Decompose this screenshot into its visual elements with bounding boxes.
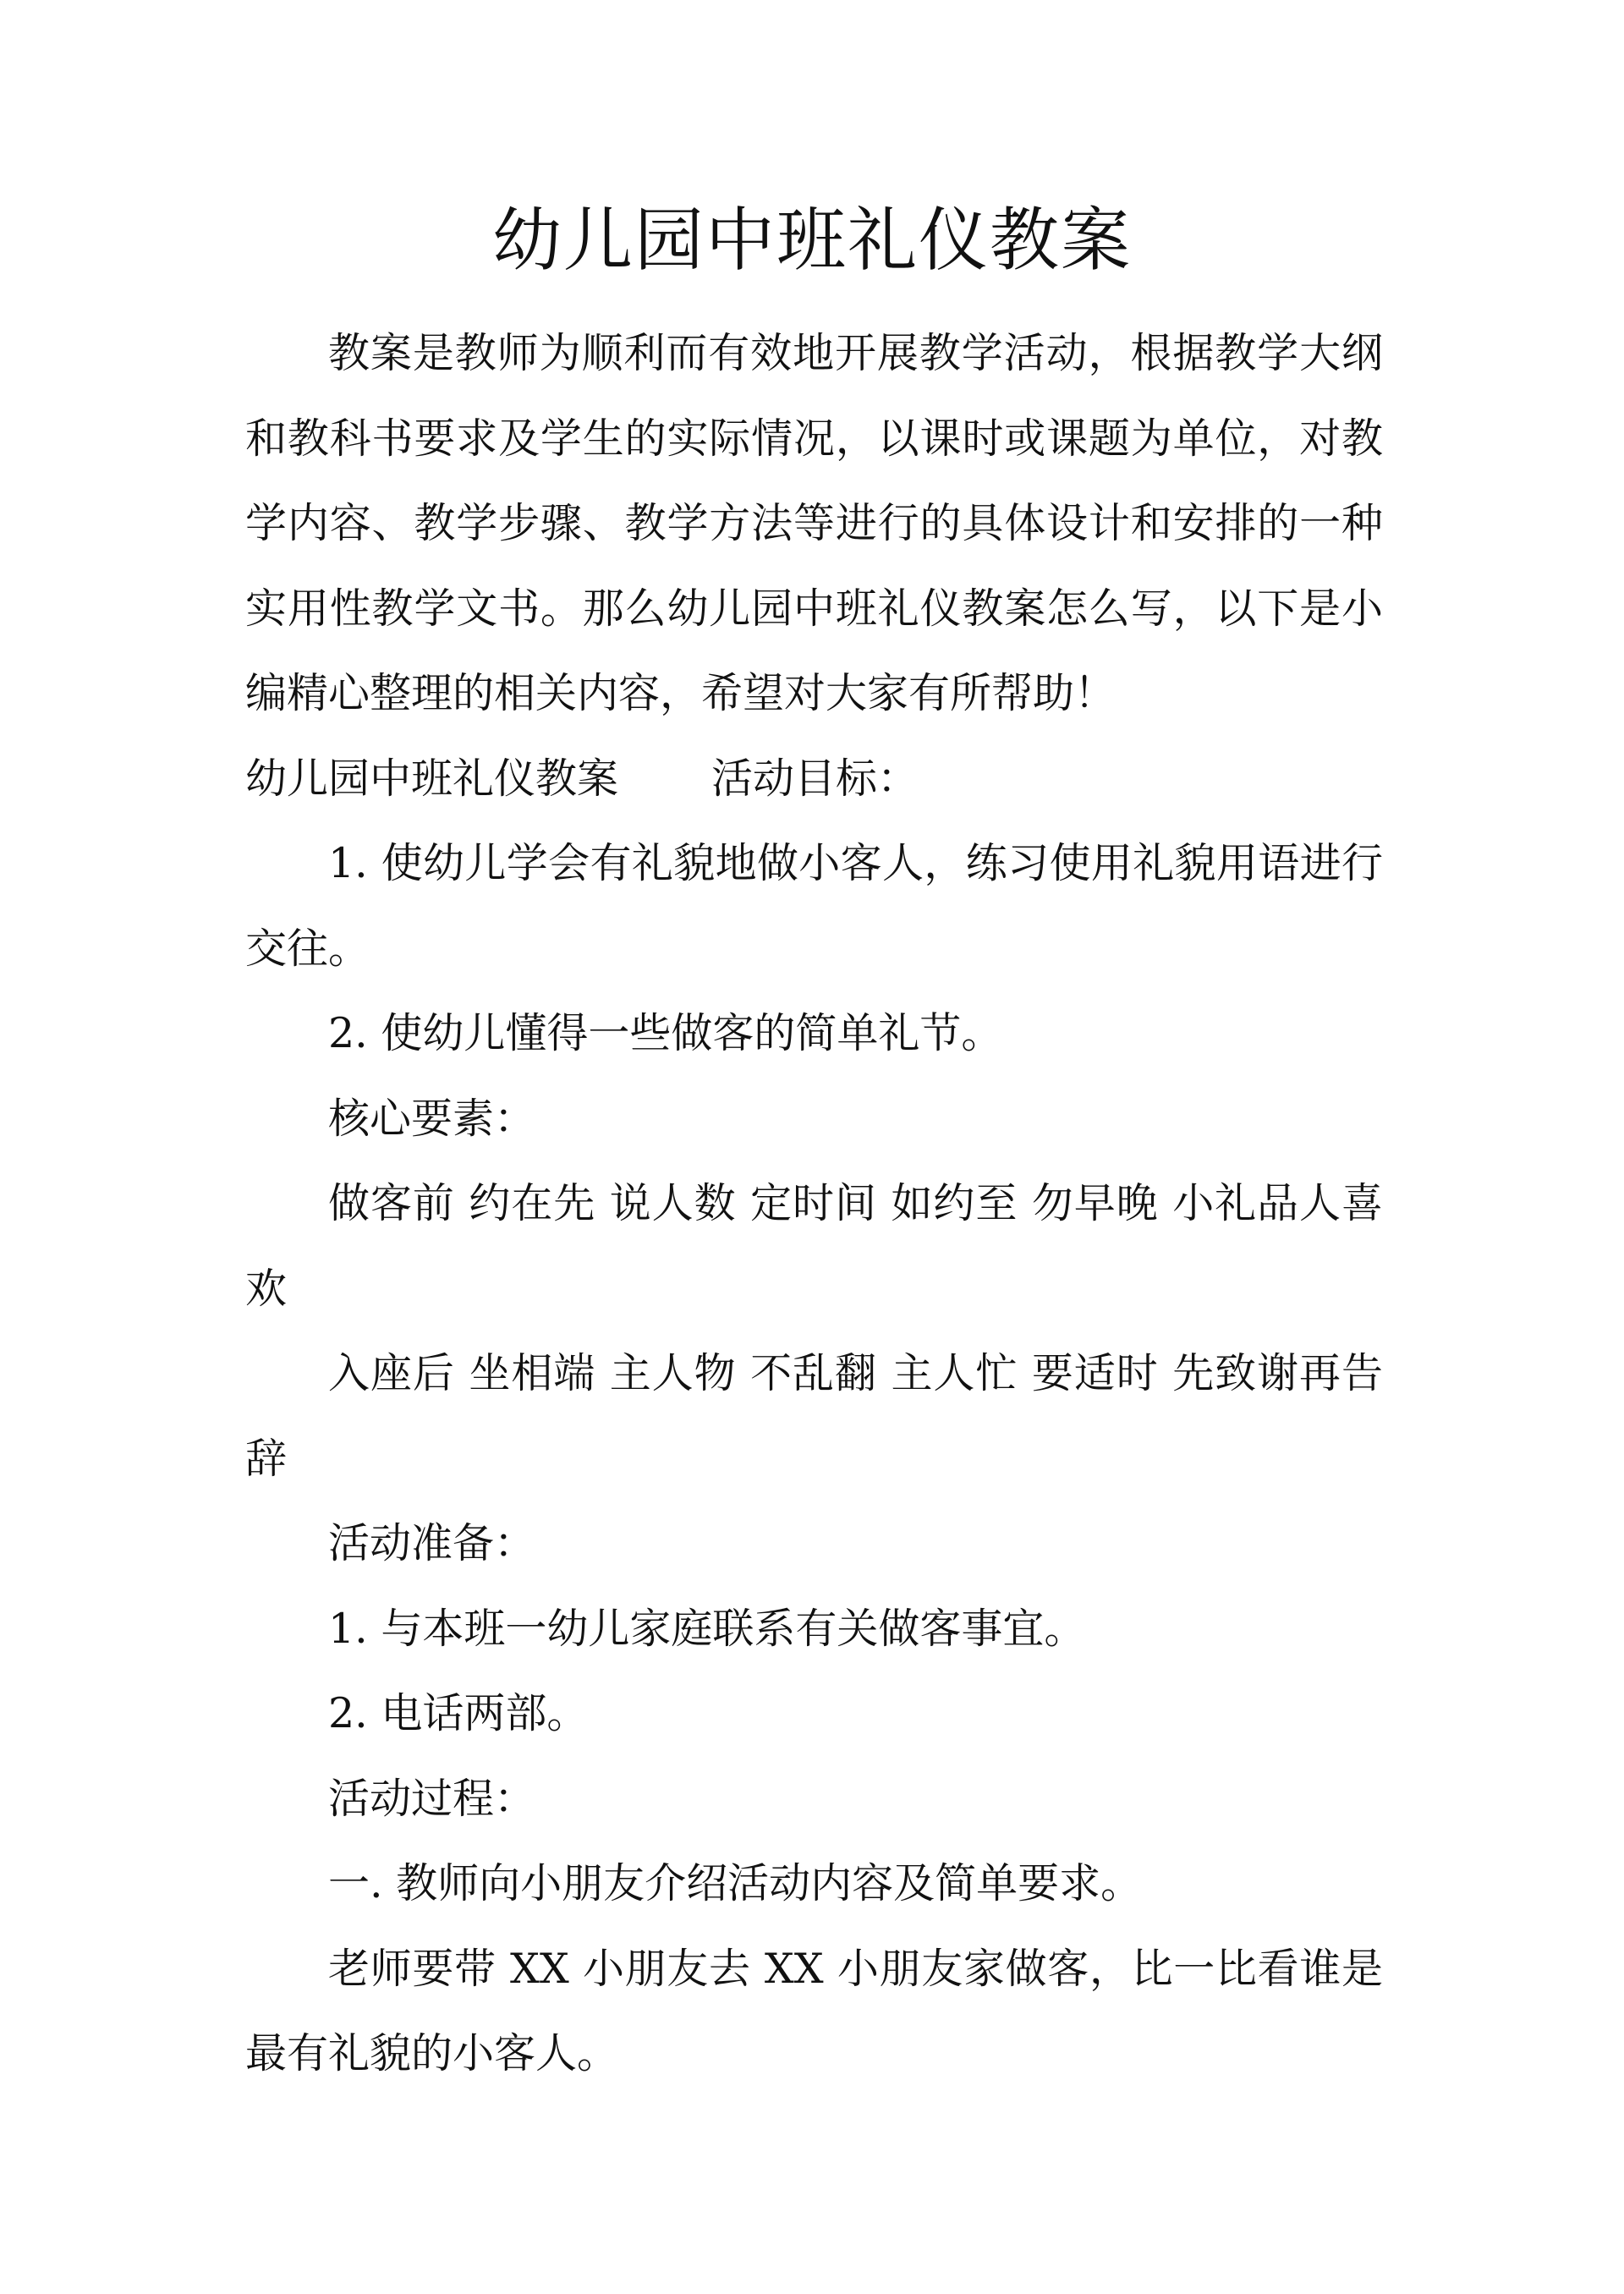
process-item-2: 老师要带 XX 小朋友去 XX 小朋友家做客，比一比看谁是最有礼貌的小客人。	[245, 1944, 1383, 2077]
prep-label: 活动准备：	[328, 1519, 536, 1567]
section-title: 幼儿园中班礼仪教案	[245, 754, 619, 803]
process-label: 活动过程：	[328, 1774, 536, 1823]
goal-item-2: 2. 使幼儿懂得一些做客的简单礼节。	[328, 1009, 1003, 1057]
intro-paragraph: 教案是教师为顺利而有效地开展教学活动，根据教学大纲和教科书要求及学生的实际情况，以课时或课题为单位，对教学内容、教学步骤、教学方法等进行的具体设计和安排的一种实用性教学文书。那么幼儿园中班礼仪教案怎么写，以下是小编精心整理的相关内容，希望对大家有所帮助！	[245, 329, 1383, 717]
prep-item-2: 2. 电话两部。	[328, 1689, 589, 1737]
core-item-2: 入座后 坐相端 主人物 不乱翻 主人忙 要适时 先致谢再告辞	[245, 1349, 1383, 1483]
document-title: 幼儿园中班礼仪教案	[491, 200, 1132, 281]
prep-item-1: 1. 与本班一幼儿家庭联系有关做客事宜。	[328, 1604, 1086, 1653]
goal-item-1: 1. 使幼儿学会有礼貌地做小客人，练习使用礼貌用语进行交往。	[245, 839, 1383, 973]
goals-label: 活动目标：	[711, 754, 919, 803]
process-item-1: 一. 教师向小朋友介绍活动内容及简单要求。	[328, 1859, 1143, 1907]
core-label: 核心要素：	[328, 1094, 536, 1143]
document-body	[245, 311, 1383, 2097]
core-item-1: 做客前 约在先 说人数 定时间 如约至 勿早晚 小礼品人喜欢	[245, 1179, 1383, 1313]
section-heading-line	[245, 737, 1383, 822]
